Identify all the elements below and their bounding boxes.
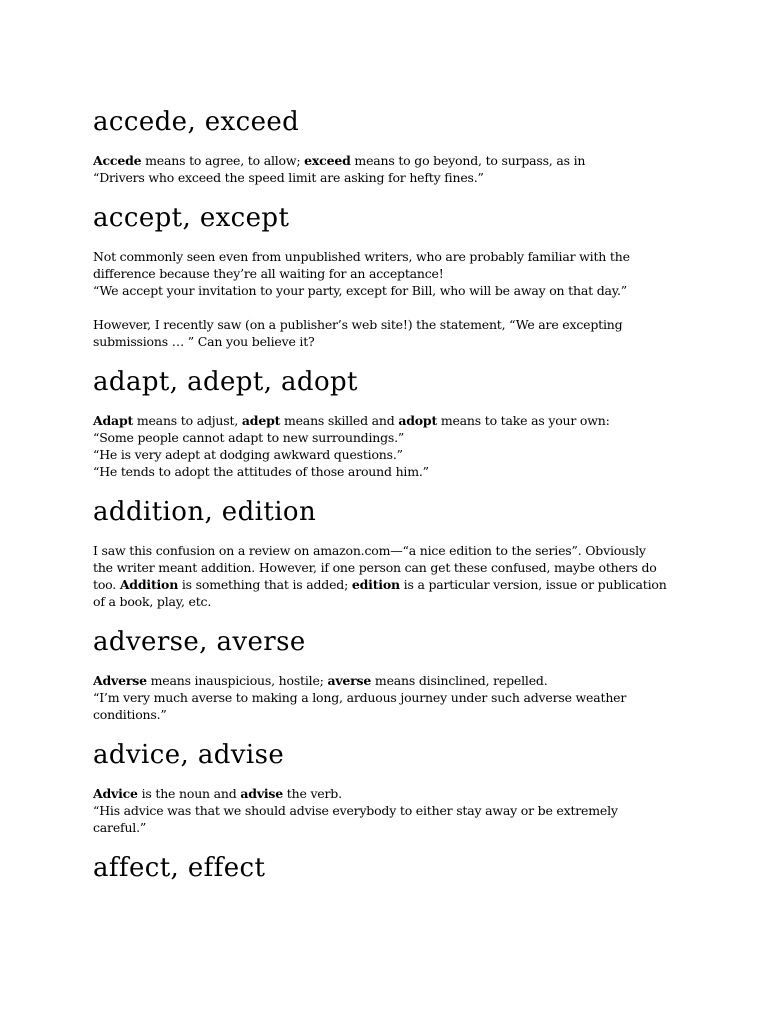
section-heading: advice, advise <box>93 740 285 770</box>
text-run: means inauspicious, hostile; <box>146 673 328 688</box>
bold-term: averse <box>327 673 372 688</box>
section-heading: adverse, averse <box>93 627 306 657</box>
bold-term: Advice <box>93 786 138 801</box>
bold-term: Addition <box>119 577 179 592</box>
definition-paragraph <box>93 785 693 836</box>
body-paragraph <box>93 316 693 350</box>
definition-paragraph <box>93 412 693 480</box>
example-sentence: “His advice was that we should advise everybody to either stay away or be extremely <box>93 803 618 818</box>
bold-term: adept <box>241 413 281 428</box>
bold-term: advise <box>240 786 284 801</box>
text-run: means to take as your own: <box>437 413 610 428</box>
section-heading: accede, exceed <box>93 107 300 137</box>
bold-term: Accede <box>93 153 142 168</box>
section-heading: accept, except <box>93 203 290 233</box>
bold-term: Adverse <box>93 673 147 688</box>
section-heading: affect, effect <box>93 853 266 883</box>
example-sentence: “Some people cannot adapt to new surroundings.” <box>93 430 405 445</box>
section-heading: addition, edition <box>93 497 317 527</box>
text-run: is the noun and <box>137 786 241 801</box>
text-run: means skilled and <box>280 413 399 428</box>
text-run: is something that is added; <box>178 577 352 592</box>
text-line: submissions … ” Can you believe it? <box>93 334 315 349</box>
bold-term: exceed <box>304 153 351 168</box>
document-page <box>93 104 693 886</box>
text-line: However, I recently saw (on a publisher’s web site!) the statement, “We are excepting <box>93 317 623 332</box>
definition-paragraph <box>93 152 693 186</box>
text-line: the writer meant addition. However, if one person can get these confused, maybe others do <box>93 560 657 575</box>
text-line: I saw this confusion on a review on amazon.com—“a nice edition to the series”. Obviously <box>93 543 646 558</box>
example-sentence: conditions.” <box>93 707 167 722</box>
example-sentence: “Drivers who exceed the speed limit are asking for hefty fines.” <box>93 170 484 185</box>
example-sentence: careful.” <box>93 820 147 835</box>
text-run: the verb. <box>283 786 342 801</box>
body-paragraph <box>93 542 693 610</box>
example-sentence: “He tends to adopt the attitudes of those around him.” <box>93 464 429 479</box>
example-sentence: “I’m very much averse to making a long, arduous journey under such adverse weather <box>93 690 627 705</box>
example-sentence: “He is very adept at dodging awkward questions.” <box>93 447 403 462</box>
text-run: means to agree, to allow; <box>141 153 305 168</box>
text-run: too. <box>93 577 120 592</box>
text-line: of a book, play, etc. <box>93 594 212 609</box>
text-run: means to adjust, <box>133 413 242 428</box>
bold-term: edition <box>351 577 400 592</box>
text-run: means disinclined, repelled. <box>371 673 548 688</box>
text-line: Not commonly seen even from unpublished writers, who are probably familiar with the <box>93 249 630 264</box>
example-sentence: “We accept your invitation to your party, except for Bill, who will be away on that day.” <box>93 283 627 298</box>
text-run: means to go beyond, to surpass, as in <box>350 153 586 168</box>
section-heading: adapt, adept, adopt <box>93 367 358 397</box>
bold-term: adopt <box>398 413 438 428</box>
text-run: is a particular version, issue or publication <box>399 577 667 592</box>
definition-paragraph <box>93 672 693 723</box>
bold-term: Adapt <box>93 413 134 428</box>
text-line: difference because they’re all waiting for an acceptance! <box>93 266 444 281</box>
body-paragraph <box>93 248 693 299</box>
